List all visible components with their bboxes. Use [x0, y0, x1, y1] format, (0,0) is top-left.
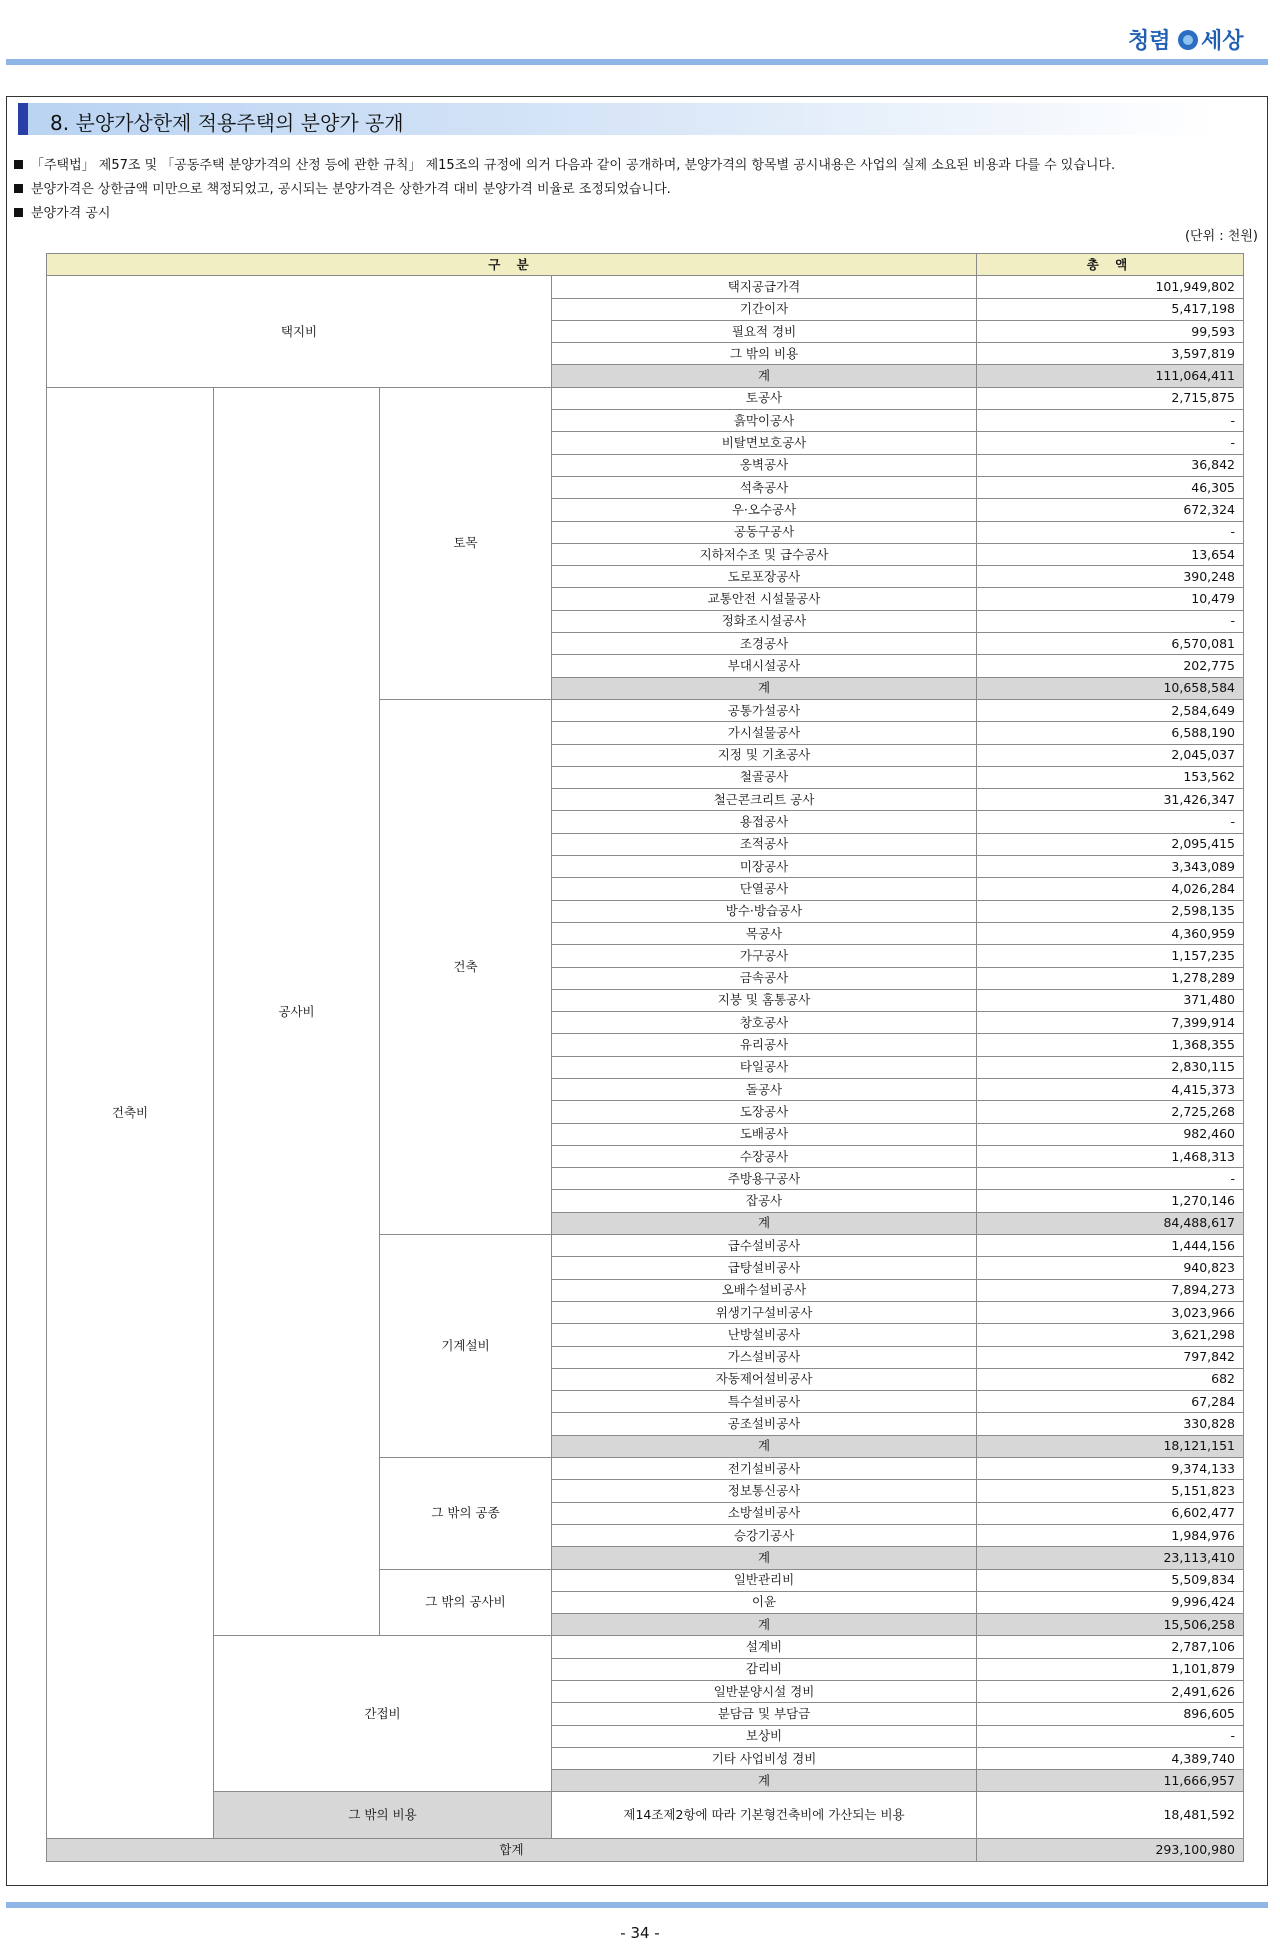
item-name: 소방설비공사 — [552, 1502, 977, 1524]
item-amount: 4,389,740 — [977, 1747, 1244, 1769]
subtotal-amount: 15,506,258 — [977, 1614, 1244, 1636]
item-name: 오배수설비공사 — [552, 1279, 977, 1301]
item-name: 도장공사 — [552, 1101, 977, 1123]
item-name: 창호공사 — [552, 1012, 977, 1034]
item-amount: 5,151,823 — [977, 1480, 1244, 1502]
item-name: 승강기공사 — [552, 1524, 977, 1546]
item-amount: - — [977, 432, 1244, 454]
item-name: 지하저수조 및 급수공사 — [552, 543, 977, 565]
item-name: 돌공사 — [552, 1078, 977, 1100]
item-name: 조경공사 — [552, 633, 977, 655]
bullet-square-icon — [14, 160, 23, 169]
subgroup-label: 기계설비 — [380, 1235, 552, 1458]
subgroup-label: 그 밖의 공종 — [380, 1458, 552, 1569]
subtotal-label: 계 — [552, 1547, 977, 1569]
item-amount: 3,597,819 — [977, 343, 1244, 365]
item-amount: 797,842 — [977, 1346, 1244, 1368]
note-text: 분양가격은 상한금액 미만으로 책정되었고, 공시되는 분양가격은 상한가격 대비 분양가격 비율로 조정되었습니다. — [31, 182, 671, 197]
item-name: 도배공사 — [552, 1123, 977, 1145]
item-amount: 101,949,802 — [977, 276, 1244, 298]
item-name: 가시설물공사 — [552, 722, 977, 744]
item-amount: 67,284 — [977, 1391, 1244, 1413]
item-name: 일반분양시설 경비 — [552, 1681, 977, 1703]
item-amount: 1,368,355 — [977, 1034, 1244, 1056]
item-amount: 1,984,976 — [977, 1524, 1244, 1546]
item-name: 설계비 — [552, 1636, 977, 1658]
table-row — [47, 387, 1244, 409]
top-rule — [6, 59, 1268, 65]
item-amount: 1,444,156 — [977, 1235, 1244, 1257]
item-amount: 3,343,089 — [977, 856, 1244, 878]
group-label-land: 택지비 — [47, 276, 552, 387]
item-name: 석축공사 — [552, 476, 977, 498]
subgroup-label: 그 밖의 공사비 — [380, 1569, 552, 1636]
logo — [1126, 18, 1256, 62]
item-name: 제14조제2항에 따라 기본형건축비에 가산되는 비용 — [552, 1792, 977, 1839]
svg-text:청렴: 청렴 — [1128, 29, 1171, 54]
item-name: 단열공사 — [552, 878, 977, 900]
item-name: 우·오수공사 — [552, 499, 977, 521]
item-amount: 1,270,146 — [977, 1190, 1244, 1212]
item-name: 난방설비공사 — [552, 1324, 977, 1346]
item-name: 철골공사 — [552, 766, 977, 788]
item-name: 위생기구설비공사 — [552, 1301, 977, 1323]
note-2 — [14, 178, 671, 197]
item-name: 정화조시설공사 — [552, 610, 977, 632]
item-name: 금속공사 — [552, 967, 977, 989]
item-amount: 1,278,289 — [977, 967, 1244, 989]
item-amount: - — [977, 811, 1244, 833]
subtotal-amount: 11,666,957 — [977, 1770, 1244, 1792]
item-amount: 36,842 — [977, 454, 1244, 476]
item-name: 택지공급가격 — [552, 276, 977, 298]
group-label-indirect: 간접비 — [214, 1636, 552, 1792]
item-name: 교통안전 시설물공사 — [552, 588, 977, 610]
item-amount: - — [977, 610, 1244, 632]
item-amount: 31,426,347 — [977, 789, 1244, 811]
item-name: 철근콘크리트 공사 — [552, 789, 977, 811]
group-label-building: 건축비 — [47, 387, 214, 1839]
item-amount: 13,654 — [977, 543, 1244, 565]
item-name: 흙막이공사 — [552, 410, 977, 432]
table-row — [47, 254, 1244, 276]
group-label-construction: 공사비 — [214, 387, 380, 1636]
item-name: 급수설비공사 — [552, 1235, 977, 1257]
item-amount: 2,491,626 — [977, 1681, 1244, 1703]
item-name: 미장공사 — [552, 856, 977, 878]
note-text: 「주택법」 제57조 및 「공동주택 분양가격의 산정 등에 관한 규칙」 제15조의 규정에 의거 다음과 같이 공개하며, 분양가격의 항목별 공시내용은 사업의 실제 소요된 비용과 다를 수 있습니다. — [31, 158, 1116, 173]
item-name: 도로포장공사 — [552, 566, 977, 588]
item-amount: 3,621,298 — [977, 1324, 1244, 1346]
item-name: 방수·방습공사 — [552, 900, 977, 922]
group-label-other-expense: 그 밖의 비용 — [214, 1792, 552, 1839]
item-name: 비탈면보호공사 — [552, 432, 977, 454]
item-amount: - — [977, 410, 1244, 432]
total-amount: 293,100,980 — [977, 1839, 1244, 1861]
item-amount: 940,823 — [977, 1257, 1244, 1279]
item-amount: 2,584,649 — [977, 699, 1244, 721]
item-name: 부대시설공사 — [552, 655, 977, 677]
item-name: 토공사 — [552, 387, 977, 409]
item-name: 공조설비공사 — [552, 1413, 977, 1435]
table-row — [47, 1839, 1244, 1861]
item-amount: 10,479 — [977, 588, 1244, 610]
item-name: 조적공사 — [552, 833, 977, 855]
item-amount: 9,374,133 — [977, 1458, 1244, 1480]
item-amount: 2,715,875 — [977, 387, 1244, 409]
item-amount: - — [977, 1725, 1244, 1747]
item-amount: 390,248 — [977, 566, 1244, 588]
bottom-rule — [6, 1902, 1268, 1908]
item-amount: 4,415,373 — [977, 1078, 1244, 1100]
item-amount: 682 — [977, 1368, 1244, 1390]
bullet-square-icon — [14, 184, 23, 193]
note-text: 분양가격 공시 — [31, 206, 111, 221]
item-name: 특수설비공사 — [552, 1391, 977, 1413]
item-amount: - — [977, 521, 1244, 543]
item-amount: 153,562 — [977, 766, 1244, 788]
item-name: 기간이자 — [552, 298, 977, 320]
subtotal-amount: 18,121,151 — [977, 1435, 1244, 1457]
item-amount: 672,324 — [977, 499, 1244, 521]
item-name: 주방용구공사 — [552, 1168, 977, 1190]
item-amount: 99,593 — [977, 320, 1244, 342]
item-name: 용접공사 — [552, 811, 977, 833]
table-row — [47, 1792, 1244, 1839]
subtotal-label: 계 — [552, 677, 977, 699]
item-name: 급탕설비공사 — [552, 1257, 977, 1279]
item-name: 필요적 경비 — [552, 320, 977, 342]
subgroup-label: 토목 — [380, 387, 552, 699]
total-label: 합계 — [47, 1839, 977, 1861]
item-amount: 2,095,415 — [977, 833, 1244, 855]
item-amount: 4,026,284 — [977, 878, 1244, 900]
item-amount: 3,023,966 — [977, 1301, 1244, 1323]
item-amount: 371,480 — [977, 989, 1244, 1011]
item-name: 그 밖의 비용 — [552, 343, 977, 365]
svg-text:세상: 세상 — [1201, 29, 1244, 54]
item-amount: 1,157,235 — [977, 945, 1244, 967]
item-amount: 5,509,834 — [977, 1569, 1244, 1591]
subtotal-amount: 23,113,410 — [977, 1547, 1244, 1569]
item-amount: 6,570,081 — [977, 633, 1244, 655]
logo-emblem — [1126, 18, 1256, 62]
table-row — [47, 1636, 1244, 1658]
item-name: 분담금 및 부담금 — [552, 1703, 977, 1725]
section-heading — [18, 103, 1218, 135]
item-amount: 330,828 — [977, 1413, 1244, 1435]
subtotal-amount: 84,488,617 — [977, 1212, 1244, 1234]
item-amount: 2,830,115 — [977, 1056, 1244, 1078]
header-amount: 총 액 — [977, 254, 1244, 276]
item-name: 감리비 — [552, 1658, 977, 1680]
item-name: 공통가설공사 — [552, 699, 977, 721]
item-name: 지정 및 기초공사 — [552, 744, 977, 766]
item-name: 기타 사업비성 경비 — [552, 1747, 977, 1769]
item-name: 목공사 — [552, 922, 977, 944]
note-1 — [14, 154, 1115, 173]
item-amount: 5,417,198 — [977, 298, 1244, 320]
item-name: 공동구공사 — [552, 521, 977, 543]
item-name: 보상비 — [552, 1725, 977, 1747]
item-amount: 982,460 — [977, 1123, 1244, 1145]
item-amount: 896,605 — [977, 1703, 1244, 1725]
bullet-square-icon — [14, 208, 23, 217]
item-amount: 2,725,268 — [977, 1101, 1244, 1123]
section-title: 8. 분양가상한제 적용주택의 분양가 공개 — [50, 111, 404, 135]
item-name: 자동제어설비공사 — [552, 1368, 977, 1390]
note-3 — [14, 202, 110, 221]
item-amount: 6,588,190 — [977, 722, 1244, 744]
item-name: 타일공사 — [552, 1056, 977, 1078]
subtotal-label: 계 — [552, 1614, 977, 1636]
table-row — [47, 276, 1244, 298]
price-disclosure-table — [46, 253, 1244, 1862]
item-amount: 2,598,135 — [977, 900, 1244, 922]
unit-label: (단위 : 천원) — [1184, 229, 1258, 244]
item-name: 일반관리비 — [552, 1569, 977, 1591]
item-name: 옹벽공사 — [552, 454, 977, 476]
page-number: - 34 - — [620, 1924, 660, 1942]
item-name: 지붕 및 홈통공사 — [552, 989, 977, 1011]
item-name: 수장공사 — [552, 1145, 977, 1167]
item-name: 이윤 — [552, 1591, 977, 1613]
subtotal-label: 계 — [552, 365, 977, 387]
item-amount: 4,360,959 — [977, 922, 1244, 944]
header-category: 구 분 — [47, 254, 977, 276]
subgroup-label: 건축 — [380, 699, 552, 1234]
heading-marker — [18, 103, 28, 135]
subtotal-label: 계 — [552, 1212, 977, 1234]
item-amount: 7,894,273 — [977, 1279, 1244, 1301]
item-amount: - — [977, 1168, 1244, 1190]
item-amount: 1,101,879 — [977, 1658, 1244, 1680]
item-amount: 202,775 — [977, 655, 1244, 677]
item-name: 가구공사 — [552, 945, 977, 967]
subtotal-label: 계 — [552, 1770, 977, 1792]
item-name: 전기설비공사 — [552, 1458, 977, 1480]
item-name: 가스설비공사 — [552, 1346, 977, 1368]
item-amount: 2,045,037 — [977, 744, 1244, 766]
item-amount: 7,399,914 — [977, 1012, 1244, 1034]
item-amount: 18,481,592 — [977, 1792, 1244, 1839]
item-amount: 9,996,424 — [977, 1591, 1244, 1613]
subtotal-amount: 10,658,584 — [977, 677, 1244, 699]
item-amount: 2,787,106 — [977, 1636, 1244, 1658]
item-amount: 1,468,313 — [977, 1145, 1244, 1167]
subtotal-amount: 111,064,411 — [977, 365, 1244, 387]
subtotal-label: 계 — [552, 1435, 977, 1457]
item-name: 정보통신공사 — [552, 1480, 977, 1502]
item-name: 잡공사 — [552, 1190, 977, 1212]
item-amount: 46,305 — [977, 476, 1244, 498]
item-name: 유리공사 — [552, 1034, 977, 1056]
item-amount: 6,602,477 — [977, 1502, 1244, 1524]
